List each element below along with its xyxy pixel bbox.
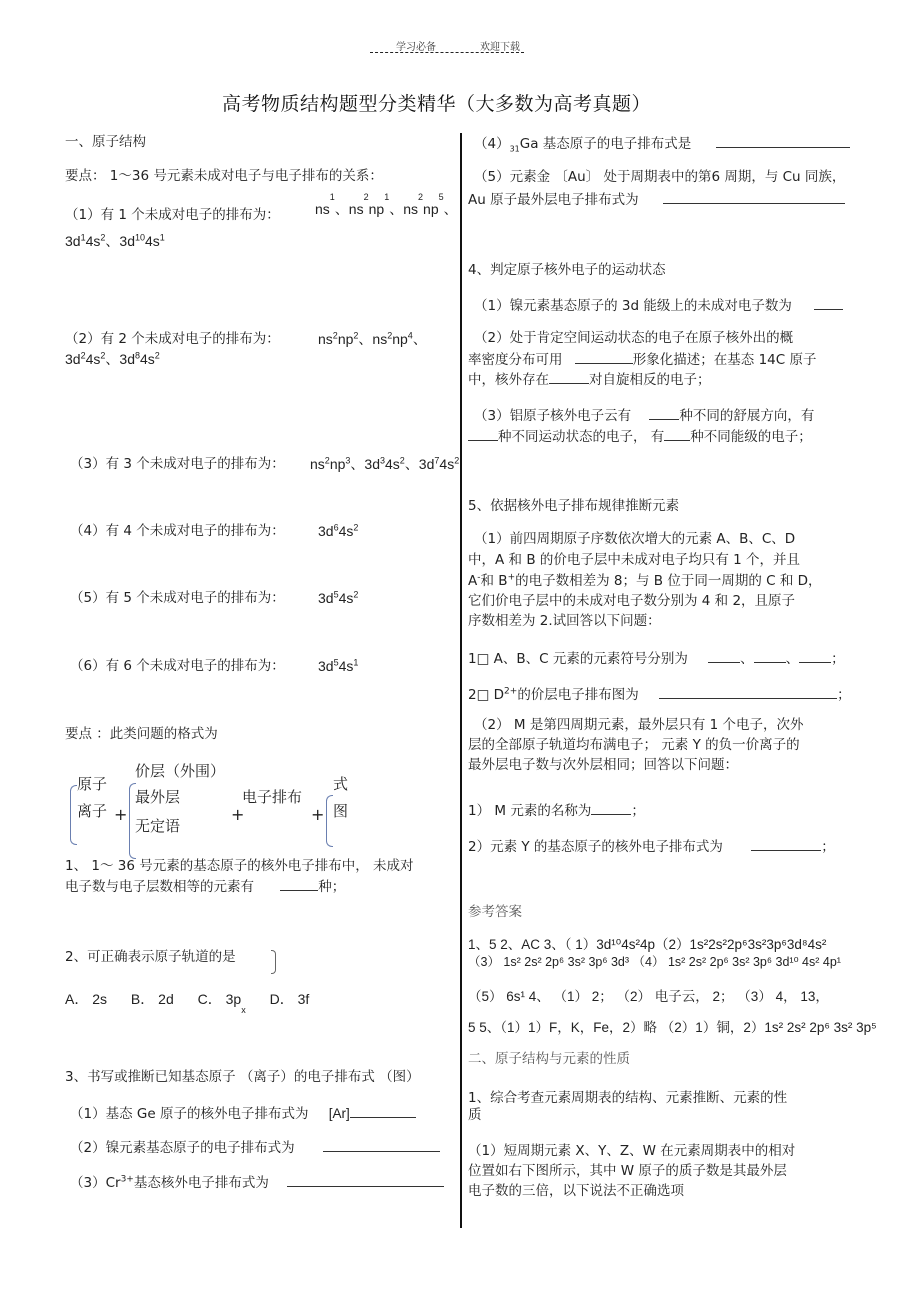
answer-blank[interactable]: [814, 295, 843, 310]
question-4-2-line1: （2）处于肯定空间运动状态的电子在原子核外出的概: [474, 330, 794, 346]
answers-heading: 参考答案: [468, 904, 522, 920]
answer-row-2: （3） 1s² 2s² 2p⁶ 3s² 3p⁶ 3d³ （4） 1s² 2s² 2p⁶ 3s² 3p⁶ 3d¹⁰ 4s² 4p¹: [468, 955, 841, 969]
answer-bracket: [271, 950, 276, 974]
question-3: 3、书写或推断已知基态原子 （离子）的电子排布式 （图）: [65, 1069, 420, 1085]
question-5-1-sub2: 2□ $D^{2+}$的价层电子排布图为 ；: [468, 684, 851, 704]
section-heading-4: 4、判定原子核外电子的运动状态: [468, 262, 666, 278]
s2-question-1-line1: 1、综合考查元素周期表的结构、元素推断、元素的性: [468, 1090, 788, 1106]
question-1-suffix: 种；: [318, 879, 346, 895]
brace-icon: [129, 783, 136, 859]
question-2: 2、可正确表示原子轨道的是: [65, 949, 236, 965]
rule-3-formula: $ns^2np^3$、$3d^34s^2$、$3d^74s^2$: [310, 455, 460, 472]
question-3-2: （2）镍元素基态原子的电子排布式为: [70, 1137, 440, 1157]
section-heading-2: 二、原子结构与元素的性质: [468, 1051, 630, 1067]
format-atom: 原子: [77, 775, 108, 793]
section-heading-1: 一、原子结构: [65, 134, 146, 150]
rule-1-label: （1）有 1 个未成对电子的排布为：: [65, 207, 280, 223]
option-a[interactable]: A． 2s: [65, 991, 108, 1007]
plus-sign-3: +: [311, 805, 325, 824]
question-3-4: $(4)_{31}Ga$ 基态原子的电子排布式是: [474, 133, 850, 153]
answer-blank[interactable]: [663, 189, 845, 204]
answer-blank[interactable]: [659, 684, 837, 699]
question-2-options: [65, 990, 310, 1015]
keypoint-1: 要点： 1～36 号元素未成对电子与电子排布的关系：: [65, 168, 383, 184]
answer-blank[interactable]: [287, 1172, 444, 1187]
answer-blank[interactable]: [708, 648, 740, 663]
question-3-3: $(3)Cr^{3+}$基态核外电子排布式为: [70, 1172, 444, 1192]
format-diagram-label: 图: [333, 802, 349, 820]
format-no-qualifier: 无定语: [135, 817, 181, 835]
rule-4-formula: $3d^64s^2$: [318, 522, 359, 539]
question-5-1-line5: 序数相差为 2.试回答以下问题：: [468, 613, 661, 629]
rule-2-label: （2）有 2 个未成对电子的排布为：: [65, 331, 280, 347]
s2-question-1-line2: 质: [468, 1107, 482, 1123]
question-5-1-line4: 它们价电子层中的未成对电子数分别为 4 和 2，且原子: [468, 593, 796, 609]
question-4-2-line3: 中，核外存在 对自旋相反的电子；: [468, 369, 711, 389]
rule-1-formula-cont: $3d^14s^2$、$3d^{10}4s^1$: [65, 232, 165, 249]
brace-icon: [70, 785, 77, 845]
answer-blank[interactable]: [575, 349, 633, 364]
question-4-3-line2: 种不同运动状态的电子， 有 种不同能级的电子；: [468, 426, 812, 446]
rule-3-label: （3）有 3 个未成对电子的排布为：: [70, 456, 285, 472]
question-5-2-sub1: 1） M 元素的名称为 ；: [468, 800, 645, 820]
question-3-1: （1）基态 Ge 原子的核外电子排布式为 [Ar]: [70, 1103, 416, 1123]
option-c[interactable]: C． $3p_x$: [197, 991, 246, 1015]
option-d[interactable]: D． 3f: [269, 991, 310, 1007]
question-5-2-sub2: 2）元素 Y 的基态原子的核外电子排布式为 ；: [468, 836, 835, 856]
answer-blank[interactable]: [649, 405, 679, 420]
format-outermost-layer: 最外层: [135, 788, 181, 806]
rule-5-formula: $3d^54s^2$: [318, 589, 359, 606]
keypoint-2: 要点 ：此类问题的格式为: [65, 726, 218, 742]
answer-row-1: 1、5 2、AC 3、（ 1）3d¹⁰4s²4p（2）1s²2s²2p⁶3s²3p⁶3d⁸4s²: [468, 937, 827, 952]
format-electron-config: 电子排布: [242, 788, 303, 806]
question-5-2-line2: 层的全部原子轨道均布满电子； 元素 Y 的负一价离子的: [468, 737, 800, 753]
answer-blank[interactable]: [280, 876, 318, 891]
plus-sign-2: +: [231, 805, 245, 824]
option-b[interactable]: B． 2d: [130, 991, 174, 1007]
header-left-text: 学习必备: [396, 42, 436, 53]
question-3-5-line2: Au 原子最外层电子排布式为: [468, 189, 845, 209]
answer-blank[interactable]: [350, 1103, 416, 1118]
question-5-2-line1: （2） M 是第四周期元素，最外层只有 1 个电子，次外: [474, 717, 804, 733]
rule-4-label: （4）有 4 个未成对电子的排布为：: [70, 523, 285, 539]
answer-row-3: （5） 6s¹ 4、 （1） 2； （2） 电子云， 2； （3） 4， 13，: [468, 989, 829, 1004]
question-1-line1: 1、 1～ 36 号元素的基态原子的核外电子排布中， 未成对: [65, 858, 414, 874]
question-5-1-line2: 中，A 和 B 的价电子层中未成对电子均只有 1 个，并且: [468, 552, 801, 568]
rule-5-label: （5）有 5 个未成对电子的排布为：: [70, 590, 285, 606]
answer-blank[interactable]: [751, 836, 821, 851]
answer-blank[interactable]: [468, 426, 498, 441]
answer-blank[interactable]: [716, 133, 850, 148]
question-5-1-line1: （1）前四周期原子序数依次增大的元素 A、B、C、D: [474, 531, 796, 547]
rule-6-label: （6）有 6 个未成对电子的排布为：: [70, 658, 285, 674]
question-5-1-sub1: 1□ A、B、C 元素的元素符号分别为 、 、 ；: [468, 648, 845, 668]
question-4-1: （1）镍元素基态原子的 3d 能级上的未成对电子数为: [474, 295, 843, 315]
question-3-5-line1: （5）元素金 〔Au〕 处于周期表中的第6 周期，与 Cu 同族，: [474, 169, 846, 185]
question-1-text: 电子数与电子层数相等的元素有: [65, 879, 254, 895]
answer-row-4: 5 5、（1）1）F，K，Fe，2）略 （2）1）铜，2）1s² 2s² 2p⁶ 3s² 3p⁵: [468, 1020, 877, 1035]
column-divider: [460, 133, 462, 1228]
rule-2-formula-cont: $3d^24s^2$、$3d^84s^2$: [65, 350, 160, 367]
header-right-text: 欢迎下载: [480, 42, 520, 53]
question-1-line2: [65, 876, 345, 896]
s2-question-1-1-line1: （1）短周期元素 X、Y、Z、W 在元素周期表中的相对: [468, 1143, 796, 1159]
plus-sign-1: +: [114, 805, 128, 824]
question-4-2-line2: 率密度分布可用 形象化描述；在基态 14C 原子: [468, 349, 816, 369]
question-4-3-line1: （3）铝原子核外电子云有 种不同的舒展方向，有: [474, 405, 814, 425]
format-valence-layer: 价层（外围）: [135, 762, 226, 780]
header-dashed-rule: [370, 52, 524, 53]
rule-2-formula: $ns^2np^2$、$ns^2np^4$、: [318, 330, 427, 347]
s2-question-1-1-line3: 电子数的三倍，以下说法不正确选项: [468, 1183, 684, 1199]
answer-blank[interactable]: [323, 1137, 440, 1152]
s2-question-1-1-line2: 位置如右下图所示，其中 W 原子的质子数是其最外层: [468, 1163, 787, 1179]
brace-icon: [326, 795, 333, 847]
answer-blank[interactable]: [591, 800, 631, 815]
question-5-1-line3: A-和 B+的电子数相差为 8；与 B 位于同一周期的 C 和 D，: [468, 572, 822, 589]
answer-blank[interactable]: [664, 426, 690, 441]
answer-blank[interactable]: [549, 369, 589, 384]
section-heading-5: 5、依据核外电子排布规律推断元素: [468, 498, 680, 514]
question-5-2-line3: 最外层电子数与次外层相同；回答以下问题：: [468, 757, 738, 773]
format-ion: 离子: [77, 802, 108, 820]
answer-blank[interactable]: [754, 648, 786, 663]
rule-1-formula: $ns^1$、$ns^2np^1$、$ns^2np^5$、: [315, 192, 458, 217]
page-title: 高考物质结构题型分类精华（大多数为高考真题）: [222, 93, 652, 115]
answer-blank[interactable]: [799, 648, 831, 663]
format-formula: 式: [333, 775, 349, 793]
rule-6-formula: $3d^54s^1$: [318, 657, 359, 674]
